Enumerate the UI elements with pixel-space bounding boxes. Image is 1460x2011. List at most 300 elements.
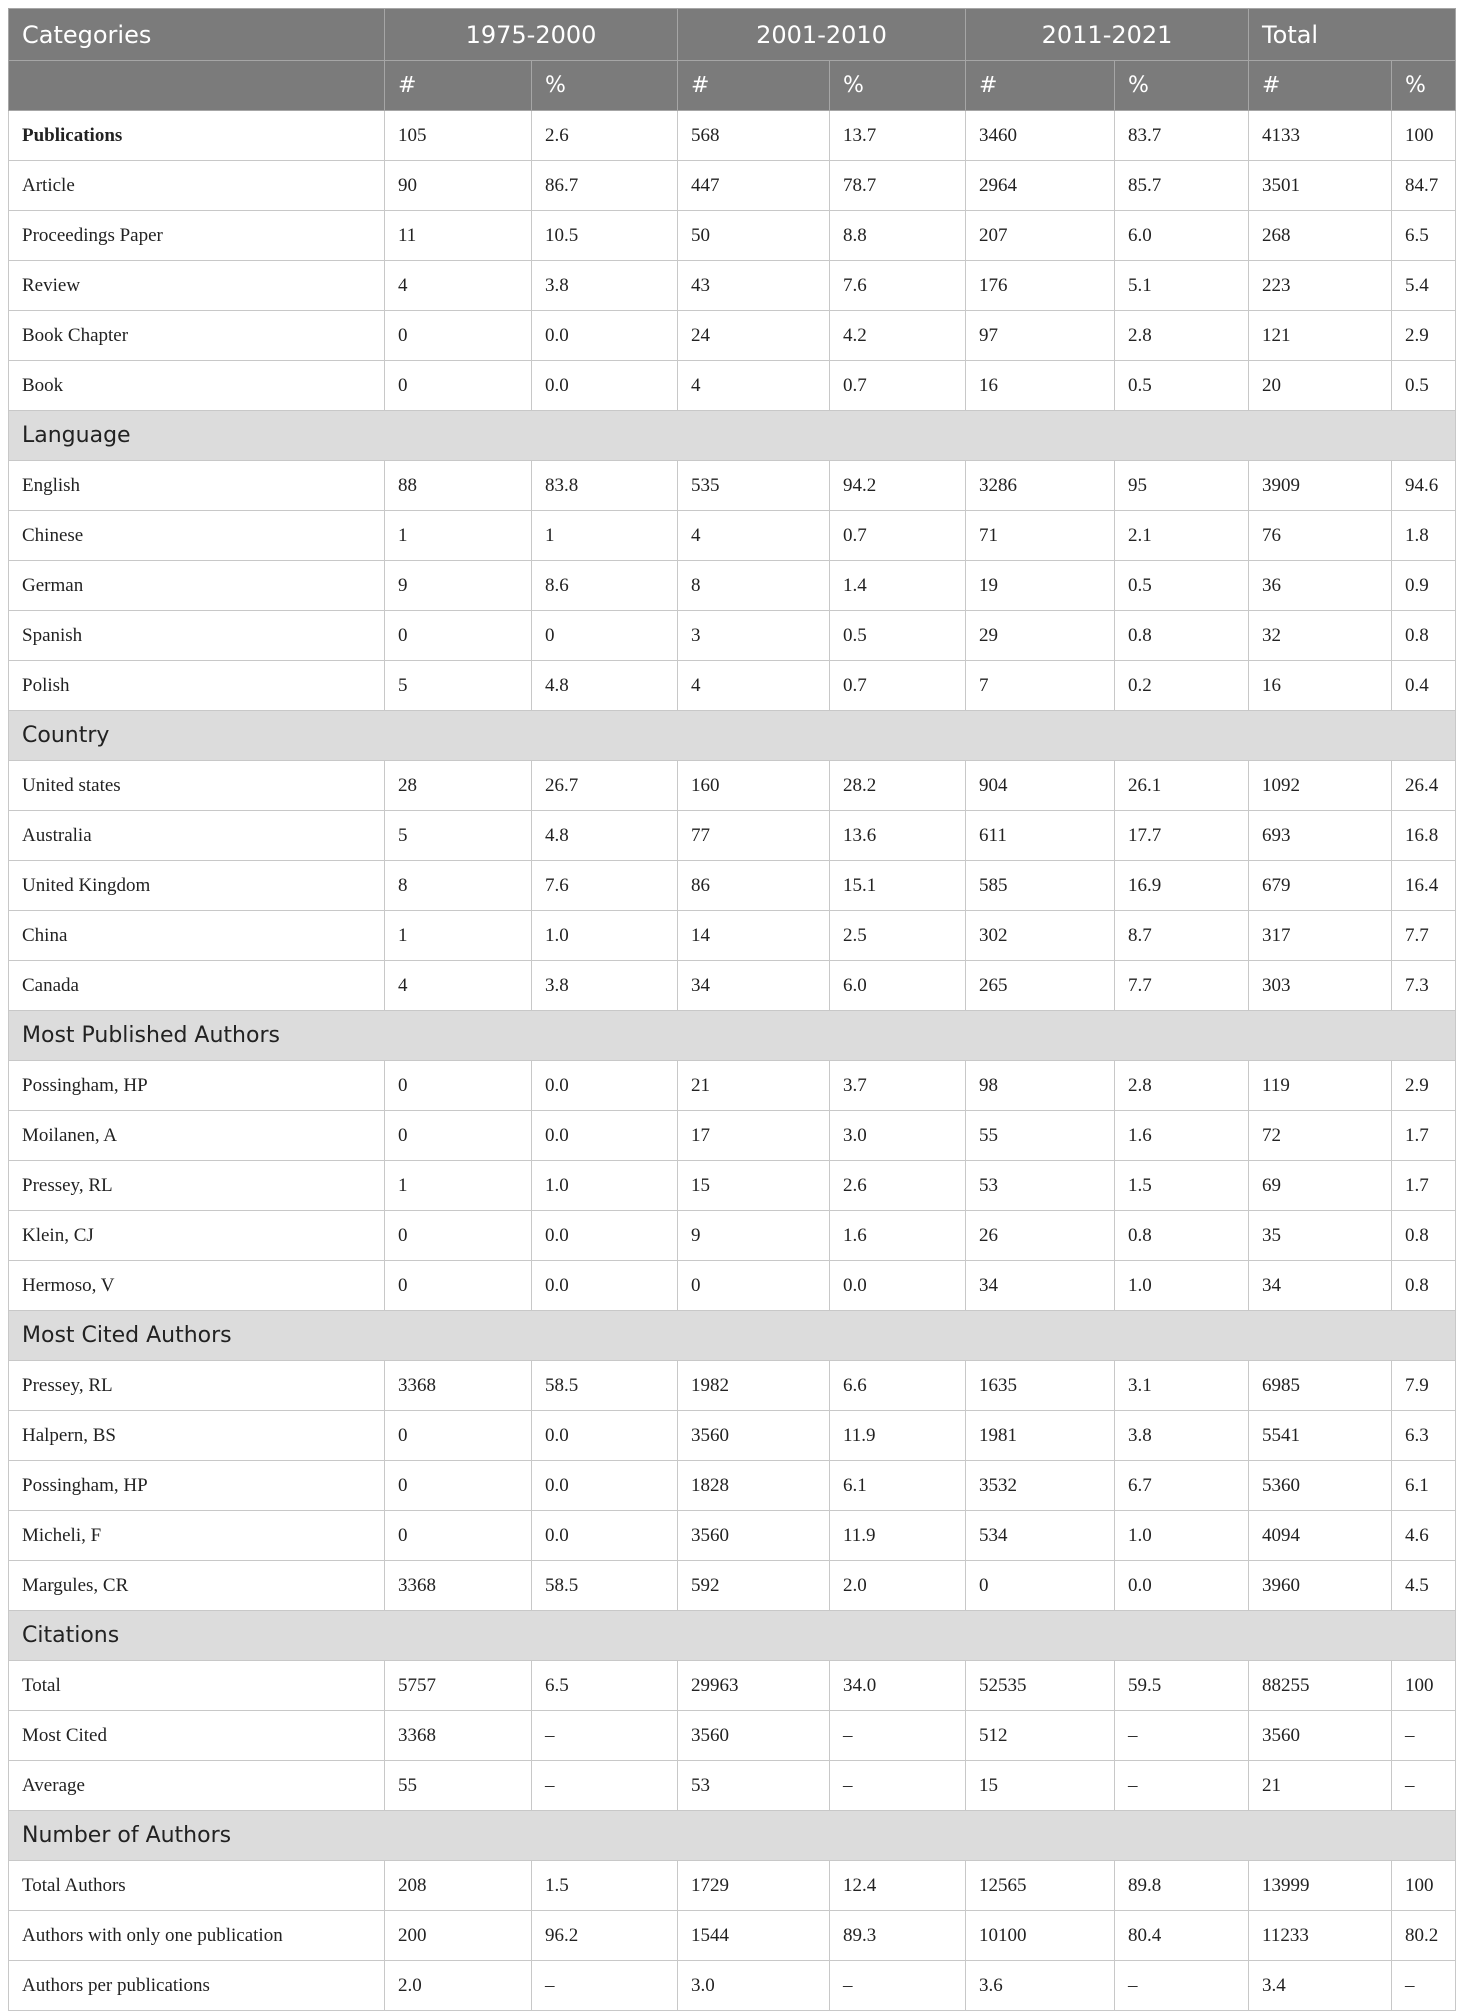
row-label: Spanish (9, 611, 385, 661)
count-cell: 268 (1249, 211, 1392, 261)
count-cell: 52535 (966, 1661, 1115, 1711)
row-label: Canada (9, 961, 385, 1011)
percent-cell: 1.4 (830, 561, 966, 611)
header-period-1975-2000: 1975-2000 (385, 9, 678, 61)
count-cell: 53 (966, 1161, 1115, 1211)
percent-cell: 0.7 (830, 511, 966, 561)
count-cell: 28 (385, 761, 532, 811)
percent-cell: 94.6 (1392, 461, 1456, 511)
table-row (9, 811, 1456, 861)
count-cell: 1 (385, 911, 532, 961)
count-cell: 10100 (966, 1911, 1115, 1961)
percent-cell: 10.5 (532, 211, 678, 261)
percent-cell: 0.8 (1115, 1211, 1249, 1261)
count-cell: 1729 (678, 1861, 830, 1911)
section-title: Most Published Authors (9, 1011, 1456, 1061)
percent-cell: 100 (1392, 1661, 1456, 1711)
percent-cell: 84.7 (1392, 161, 1456, 211)
count-cell: 1544 (678, 1911, 830, 1961)
count-cell: 200 (385, 1911, 532, 1961)
count-cell: 34 (678, 961, 830, 1011)
count-cell: 8 (385, 861, 532, 911)
count-cell: 535 (678, 461, 830, 511)
row-label: Halpern, BS (9, 1411, 385, 1461)
count-cell: 0 (385, 1511, 532, 1561)
percent-cell: 85.7 (1115, 161, 1249, 211)
percent-cell: 3.8 (532, 961, 678, 1011)
header-categories: Categories (9, 9, 385, 61)
row-label: Chinese (9, 511, 385, 561)
table-row (9, 211, 1456, 261)
count-cell: 69 (1249, 1161, 1392, 1211)
percent-cell: 3.1 (1115, 1361, 1249, 1411)
count-cell: 5757 (385, 1661, 532, 1711)
count-cell: 17 (678, 1111, 830, 1161)
percent-cell: 0.5 (1115, 361, 1249, 411)
count-cell: 36 (1249, 561, 1392, 611)
section-title: Citations (9, 1611, 1456, 1661)
count-cell: 0 (385, 1461, 532, 1511)
section-header-row (9, 411, 1456, 461)
percent-cell: 26.7 (532, 761, 678, 811)
count-cell: 105 (385, 111, 532, 161)
percent-cell: 0.0 (532, 1461, 678, 1511)
count-cell: 35 (1249, 1211, 1392, 1261)
percent-cell: 0.0 (532, 1211, 678, 1261)
percent-cell: 1.6 (1115, 1111, 1249, 1161)
percent-cell: 13.7 (830, 111, 966, 161)
percent-cell: 4.2 (830, 311, 966, 361)
count-cell: 71 (966, 511, 1115, 561)
percent-cell: 80.4 (1115, 1911, 1249, 1961)
percent-cell: 0.0 (532, 1061, 678, 1111)
count-cell: 303 (1249, 961, 1392, 1011)
count-cell: 88 (385, 461, 532, 511)
table-row (9, 761, 1456, 811)
percent-cell: – (1115, 1761, 1249, 1811)
section-header-row (9, 1811, 1456, 1861)
row-label: Most Cited (9, 1711, 385, 1761)
count-cell: 34 (1249, 1261, 1392, 1311)
percent-cell: 28.2 (830, 761, 966, 811)
percent-cell: 7.3 (1392, 961, 1456, 1011)
percent-cell: 0.0 (532, 1111, 678, 1161)
header-period-total: Total (1249, 9, 1456, 61)
percent-cell: – (830, 1961, 966, 2011)
count-cell: 8 (678, 561, 830, 611)
percent-cell: 6.0 (830, 961, 966, 1011)
count-cell: 0 (385, 611, 532, 661)
percent-cell: 0.0 (830, 1261, 966, 1311)
count-cell: 447 (678, 161, 830, 211)
data-table-container (8, 8, 1455, 2011)
percent-cell: 4.6 (1392, 1511, 1456, 1561)
percent-cell: 1.6 (830, 1211, 966, 1261)
row-label: Authors per publications (9, 1961, 385, 2011)
count-cell: 4 (678, 361, 830, 411)
count-cell: 32 (1249, 611, 1392, 661)
count-cell: 76 (1249, 511, 1392, 561)
table-row (9, 1561, 1456, 1611)
row-label: Margules, CR (9, 1561, 385, 1611)
percent-cell: 95 (1115, 461, 1249, 511)
percent-cell: 1.5 (532, 1861, 678, 1911)
percent-cell: 12.4 (830, 1861, 966, 1911)
count-cell: 11233 (1249, 1911, 1392, 1961)
table-row (9, 511, 1456, 561)
percent-cell: 86.7 (532, 161, 678, 211)
count-cell: 1092 (1249, 761, 1392, 811)
count-cell: 19 (966, 561, 1115, 611)
percent-cell: 1.0 (532, 911, 678, 961)
section-header-row (9, 1311, 1456, 1361)
percent-cell: 0.8 (1392, 1211, 1456, 1261)
count-cell: 3.4 (1249, 1961, 1392, 2011)
count-cell: 611 (966, 811, 1115, 861)
row-label: Publications (9, 111, 385, 161)
table-row (9, 1911, 1456, 1961)
row-label: Moilanen, A (9, 1111, 385, 1161)
count-cell: 5541 (1249, 1411, 1392, 1461)
count-cell: 13999 (1249, 1861, 1392, 1911)
percent-cell: 26.1 (1115, 761, 1249, 811)
percent-cell: 1.5 (1115, 1161, 1249, 1211)
percent-cell: 5.1 (1115, 261, 1249, 311)
count-cell: 3368 (385, 1561, 532, 1611)
row-label: Micheli, F (9, 1511, 385, 1561)
percent-cell: 89.3 (830, 1911, 966, 1961)
row-label: Authors with only one publication (9, 1911, 385, 1961)
percent-cell: 7.6 (830, 261, 966, 311)
row-label: English (9, 461, 385, 511)
percent-cell: 1.7 (1392, 1161, 1456, 1211)
count-cell: 3 (678, 611, 830, 661)
count-cell: 4 (678, 511, 830, 561)
count-cell: 29 (966, 611, 1115, 661)
percent-cell: 2.1 (1115, 511, 1249, 561)
count-cell: 3560 (678, 1711, 830, 1761)
percent-cell: 0.7 (830, 661, 966, 711)
percent-cell: 17.7 (1115, 811, 1249, 861)
percent-cell: 11.9 (830, 1511, 966, 1561)
count-cell: 0 (966, 1561, 1115, 1611)
table-row (9, 1461, 1456, 1511)
count-cell: 26 (966, 1211, 1115, 1261)
count-cell: 3460 (966, 111, 1115, 161)
count-cell: 98 (966, 1061, 1115, 1111)
table-row (9, 1511, 1456, 1561)
count-cell: 29963 (678, 1661, 830, 1711)
percent-cell: 0.2 (1115, 661, 1249, 711)
percent-cell: 100 (1392, 1861, 1456, 1911)
table-row (9, 1861, 1456, 1911)
percent-cell: 78.7 (830, 161, 966, 211)
percent-cell: 8.6 (532, 561, 678, 611)
percent-cell: 58.5 (532, 1361, 678, 1411)
count-cell: 53 (678, 1761, 830, 1811)
percent-cell: 26.4 (1392, 761, 1456, 811)
count-cell: 160 (678, 761, 830, 811)
percent-cell: 59.5 (1115, 1661, 1249, 1711)
count-cell: 16 (1249, 661, 1392, 711)
percent-cell: 2.5 (830, 911, 966, 961)
count-cell: 3368 (385, 1711, 532, 1761)
count-cell: 0 (385, 311, 532, 361)
row-label: Australia (9, 811, 385, 861)
percent-cell: 7.7 (1392, 911, 1456, 961)
percent-cell: 16.8 (1392, 811, 1456, 861)
count-cell: 55 (385, 1761, 532, 1811)
row-label: United Kingdom (9, 861, 385, 911)
table-row (9, 461, 1456, 511)
count-cell: 7 (966, 661, 1115, 711)
percent-cell: 0.0 (1115, 1561, 1249, 1611)
percent-cell: 16.4 (1392, 861, 1456, 911)
count-cell: 1982 (678, 1361, 830, 1411)
percent-cell: 7.9 (1392, 1361, 1456, 1411)
percent-cell: 7.6 (532, 861, 678, 911)
count-cell: 3501 (1249, 161, 1392, 211)
percent-cell: 15.1 (830, 861, 966, 911)
percent-cell: 1.0 (1115, 1261, 1249, 1311)
header-count: # (1249, 61, 1392, 111)
count-cell: 121 (1249, 311, 1392, 361)
count-cell: 6985 (1249, 1361, 1392, 1411)
percent-cell: 94.2 (830, 461, 966, 511)
percent-cell: 13.6 (830, 811, 966, 861)
count-cell: 5360 (1249, 1461, 1392, 1511)
table-row (9, 1661, 1456, 1711)
percent-cell: 0.0 (532, 1511, 678, 1561)
count-cell: 1 (385, 1161, 532, 1211)
percent-cell: – (1392, 1711, 1456, 1761)
count-cell: 3960 (1249, 1561, 1392, 1611)
percent-cell: 3.8 (532, 261, 678, 311)
count-cell: 4133 (1249, 111, 1392, 161)
row-label: Book Chapter (9, 311, 385, 361)
table-body (9, 111, 1456, 2011)
row-label: Pressey, RL (9, 1161, 385, 1211)
percent-cell: 96.2 (532, 1911, 678, 1961)
percent-cell: 2.9 (1392, 311, 1456, 361)
percent-cell: 1 (532, 511, 678, 561)
count-cell: 5 (385, 661, 532, 711)
percent-cell: – (532, 1711, 678, 1761)
percent-cell: 1.8 (1392, 511, 1456, 561)
table-header (9, 9, 1456, 111)
percent-cell: 34.0 (830, 1661, 966, 1711)
header-row-units (9, 61, 1456, 111)
row-label: Review (9, 261, 385, 311)
percent-cell: 0.5 (1115, 561, 1249, 611)
count-cell: 4 (385, 261, 532, 311)
percent-cell: 0.5 (830, 611, 966, 661)
percent-cell: 2.6 (830, 1161, 966, 1211)
count-cell: 207 (966, 211, 1115, 261)
count-cell: 0 (385, 1211, 532, 1261)
header-count: # (385, 61, 532, 111)
count-cell: 15 (966, 1761, 1115, 1811)
percent-cell: 7.7 (1115, 961, 1249, 1011)
count-cell: 693 (1249, 811, 1392, 861)
bibliometric-table (8, 8, 1456, 2011)
percent-cell: 2.8 (1115, 311, 1249, 361)
count-cell: 585 (966, 861, 1115, 911)
percent-cell: 0.8 (1115, 611, 1249, 661)
table-row (9, 1361, 1456, 1411)
percent-cell: 0.9 (1392, 561, 1456, 611)
row-label: Possingham, HP (9, 1461, 385, 1511)
count-cell: 4094 (1249, 1511, 1392, 1561)
table-row (9, 1161, 1456, 1211)
percent-cell: 2.0 (830, 1561, 966, 1611)
row-label: Polish (9, 661, 385, 711)
table-row (9, 961, 1456, 1011)
percent-cell: 3.7 (830, 1061, 966, 1111)
percent-cell: 100 (1392, 111, 1456, 161)
count-cell: 90 (385, 161, 532, 211)
percent-cell: 0.4 (1392, 661, 1456, 711)
table-row (9, 1411, 1456, 1461)
count-cell: 0 (385, 1261, 532, 1311)
count-cell: 77 (678, 811, 830, 861)
percent-cell: 5.4 (1392, 261, 1456, 311)
count-cell: 4 (678, 661, 830, 711)
percent-cell: – (1392, 1961, 1456, 2011)
count-cell: 568 (678, 111, 830, 161)
count-cell: 0 (678, 1261, 830, 1311)
count-cell: 20 (1249, 361, 1392, 411)
percent-cell: 0.7 (830, 361, 966, 411)
count-cell: 5 (385, 811, 532, 861)
table-row (9, 361, 1456, 411)
percent-cell: 6.0 (1115, 211, 1249, 261)
count-cell: 4 (385, 961, 532, 1011)
header-percent: % (1392, 61, 1456, 111)
count-cell: 72 (1249, 1111, 1392, 1161)
percent-cell: 8.8 (830, 211, 966, 261)
count-cell: 3532 (966, 1461, 1115, 1511)
table-row (9, 1711, 1456, 1761)
table-row (9, 661, 1456, 711)
percent-cell: 6.7 (1115, 1461, 1249, 1511)
percent-cell: 2.6 (532, 111, 678, 161)
table-row (9, 111, 1456, 161)
count-cell: 2964 (966, 161, 1115, 211)
percent-cell: 0.5 (1392, 361, 1456, 411)
percent-cell: 0.0 (532, 1411, 678, 1461)
count-cell: 14 (678, 911, 830, 961)
count-cell: 97 (966, 311, 1115, 361)
count-cell: 9 (678, 1211, 830, 1261)
percent-cell: 0.0 (532, 361, 678, 411)
header-percent: % (1115, 61, 1249, 111)
percent-cell: 0.0 (532, 311, 678, 361)
row-label: Book (9, 361, 385, 411)
count-cell: 88255 (1249, 1661, 1392, 1711)
row-label: Total Authors (9, 1861, 385, 1911)
row-label: Hermoso, V (9, 1261, 385, 1311)
count-cell: 0 (385, 1061, 532, 1111)
header-count: # (966, 61, 1115, 111)
table-row (9, 311, 1456, 361)
count-cell: 1981 (966, 1411, 1115, 1461)
section-header-row (9, 1011, 1456, 1061)
percent-cell: 0.8 (1392, 611, 1456, 661)
table-row (9, 1061, 1456, 1111)
table-row (9, 611, 1456, 661)
count-cell: 265 (966, 961, 1115, 1011)
percent-cell: 1.7 (1392, 1111, 1456, 1161)
count-cell: 3560 (678, 1511, 830, 1561)
percent-cell: 83.8 (532, 461, 678, 511)
percent-cell: 4.8 (532, 811, 678, 861)
header-period-2011-2021: 2011-2021 (966, 9, 1249, 61)
header-percent: % (532, 61, 678, 111)
count-cell: 1828 (678, 1461, 830, 1511)
row-label: Klein, CJ (9, 1211, 385, 1261)
count-cell: 904 (966, 761, 1115, 811)
percent-cell: 6.1 (1392, 1461, 1456, 1511)
section-title: Most Cited Authors (9, 1311, 1456, 1361)
row-label: Possingham, HP (9, 1061, 385, 1111)
count-cell: 3909 (1249, 461, 1392, 511)
count-cell: 302 (966, 911, 1115, 961)
header-count: # (678, 61, 830, 111)
count-cell: 1 (385, 511, 532, 561)
percent-cell: – (830, 1711, 966, 1761)
table-row (9, 861, 1456, 911)
percent-cell: 3.0 (830, 1111, 966, 1161)
count-cell: 223 (1249, 261, 1392, 311)
table-row (9, 1261, 1456, 1311)
count-cell: 3560 (678, 1411, 830, 1461)
count-cell: 0 (385, 1411, 532, 1461)
header-blank (9, 61, 385, 111)
count-cell: 24 (678, 311, 830, 361)
count-cell: 55 (966, 1111, 1115, 1161)
percent-cell: 83.7 (1115, 111, 1249, 161)
count-cell: 679 (1249, 861, 1392, 911)
percent-cell: 1.0 (1115, 1511, 1249, 1561)
count-cell: 2.0 (385, 1961, 532, 2011)
count-cell: 34 (966, 1261, 1115, 1311)
count-cell: 9 (385, 561, 532, 611)
percent-cell: 2.9 (1392, 1061, 1456, 1111)
count-cell: 534 (966, 1511, 1115, 1561)
percent-cell: – (1392, 1761, 1456, 1811)
percent-cell: 6.1 (830, 1461, 966, 1511)
header-period-2001-2010: 2001-2010 (678, 9, 966, 61)
row-label: German (9, 561, 385, 611)
count-cell: 50 (678, 211, 830, 261)
count-cell: 512 (966, 1711, 1115, 1761)
percent-cell: 80.2 (1392, 1911, 1456, 1961)
percent-cell: 4.8 (532, 661, 678, 711)
count-cell: 176 (966, 261, 1115, 311)
count-cell: 0 (385, 361, 532, 411)
percent-cell: 1.0 (532, 1161, 678, 1211)
count-cell: 12565 (966, 1861, 1115, 1911)
row-label: Average (9, 1761, 385, 1811)
table-row (9, 1761, 1456, 1811)
percent-cell: – (1115, 1711, 1249, 1761)
section-title: Number of Authors (9, 1811, 1456, 1861)
count-cell: 3.0 (678, 1961, 830, 2011)
row-label: United states (9, 761, 385, 811)
percent-cell: – (1115, 1961, 1249, 2011)
percent-cell: 0 (532, 611, 678, 661)
